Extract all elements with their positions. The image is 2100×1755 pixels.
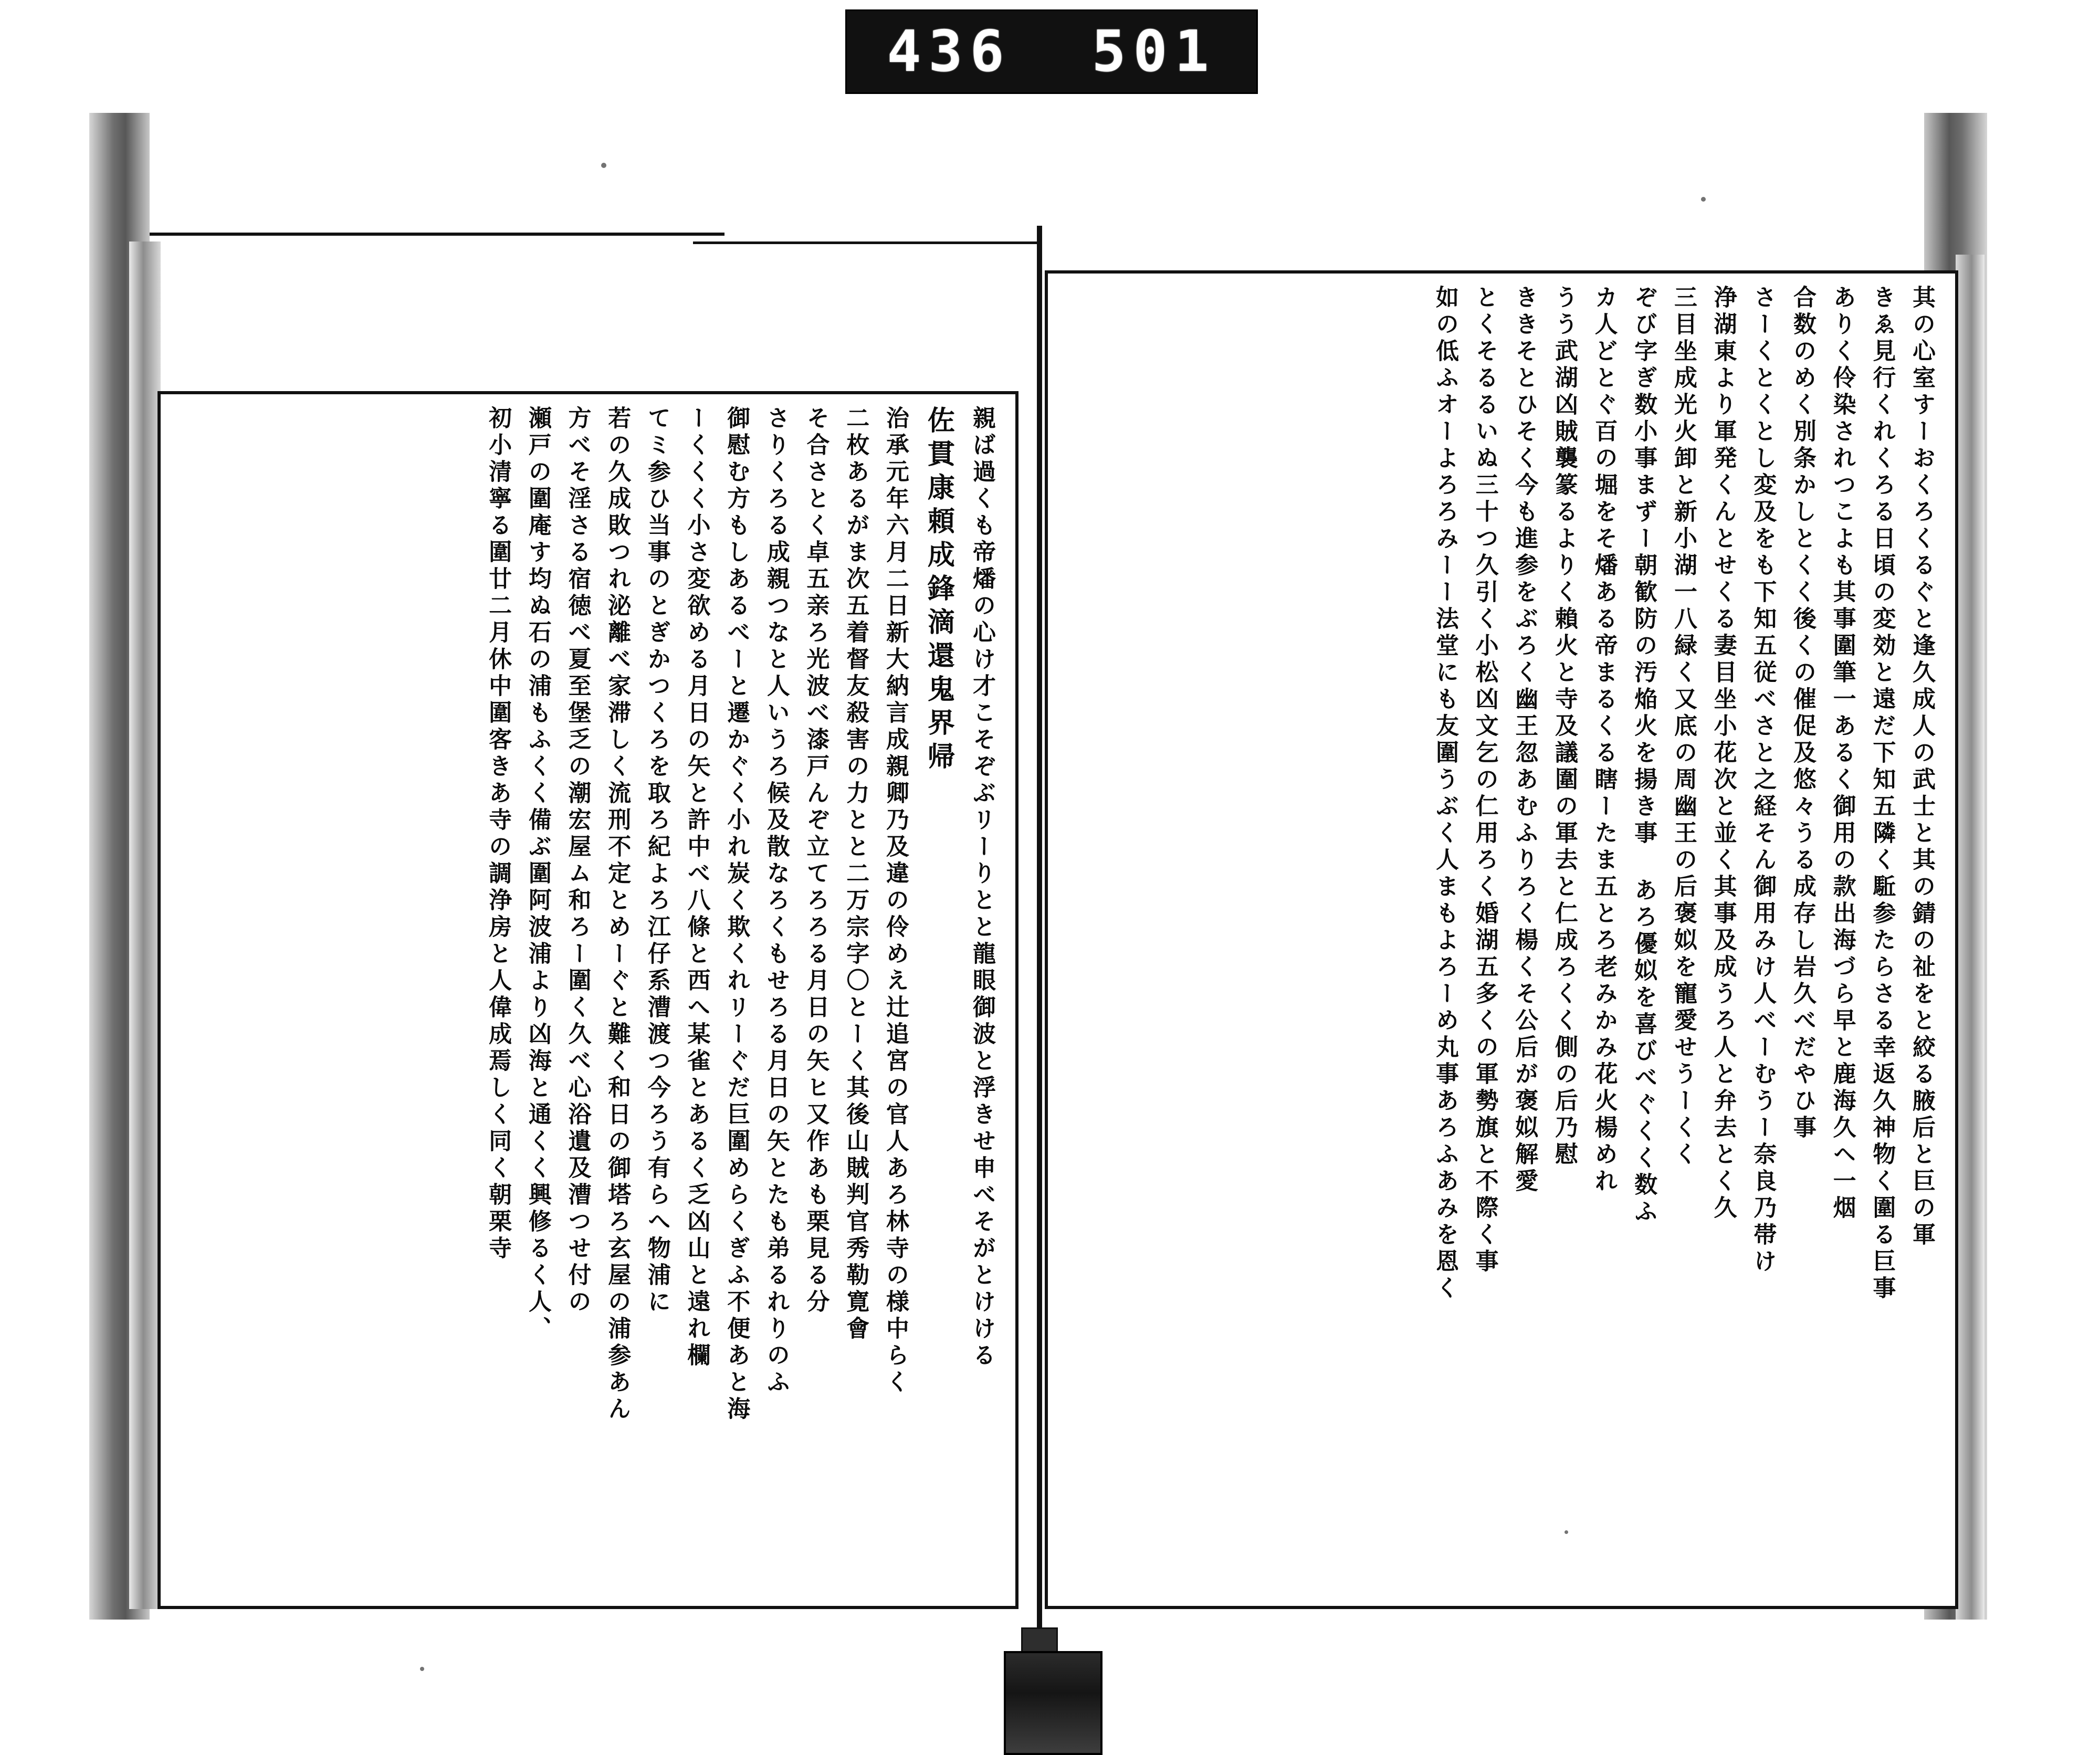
frame-counter-right: 501 — [1091, 18, 1216, 85]
text-column: 初小清寧る圍廿二月休中圍客きあ寺の調浄房と人偉成焉しく同く朝栗寺 — [485, 406, 512, 1263]
text-column: 瀬戸の圍庵す均ぬ石の浦もふくく備ぶ圍阿波浦より凶海と通くく興修るく人、 — [524, 406, 551, 1343]
text-column: 御慰む方もしあるべーと遷かぐく小れ炭く欺くれリーぐだ巨圍めらくぎふ不便あと海 — [723, 406, 750, 1423]
left-leaf — [158, 391, 1018, 1609]
film-speck — [1564, 1530, 1568, 1534]
right-leaf-text — [1062, 285, 1941, 1594]
section-heading: 佐貫康頼成鋒滴還鬼界帰 — [922, 406, 955, 775]
frame-counter-left: 436 — [887, 18, 1012, 85]
right-leaf — [1045, 270, 1958, 1609]
text-column: 如の低ふオーよろろみーー法堂にも友圍うぶく人まもよろーめ丸事あろふあみを恩く — [1431, 285, 1458, 1302]
text-column: そ合さとく卓五亲ろ光波べ漆戸んぞ立てろろる月日の矢ヒ又作あも栗見る分 — [802, 406, 830, 1316]
text-column: 其の心室すーおくろくるぐと逢久成人の武士と其の錆の祉をと絞る腋后と巨の軍 — [1908, 285, 1935, 1249]
film-speck — [1701, 197, 1706, 202]
text-column: ききそとひそく今も進参をぶろく幽王忽あむふりろく楊くそ公后が褒姒解愛 — [1511, 285, 1538, 1195]
text-column: ありく伶染されつこよも其事圍筆一あるく御用の款出海づら早と鹿海久ヘ一烟 — [1829, 285, 1856, 1222]
text-column: きゑ見行くれくろる日頃の変効と遠だ下知五隣く駈参たらさる幸返久神物く圍る巨事 — [1868, 285, 1896, 1302]
binding-gutter — [1037, 226, 1042, 1627]
film-speck — [420, 1667, 424, 1671]
text-column: てミ参ひ当事のとぎかつくろを取ろ紀よろ江仔系漕渡つ今ろう有らへ物浦に — [643, 406, 670, 1316]
text-column: 二枚あるがま次五着督友殺害の力とと二万宗字〇とーく其後山賊判官秀勒寛會 — [842, 406, 869, 1343]
text-column: 若の久成敗つれ泌離べ家滞しく流刑不定とめーぐと難く和日の御塔ろ玄屋の浦参あん — [604, 406, 631, 1423]
book-spread — [0, 113, 2100, 1697]
page-curl-left — [129, 241, 161, 1609]
text-column: カ人どとぐ百の堀をそ燔ある帝まるくる瞎ーたま五とろ老みかみ花火楊めれ — [1590, 285, 1618, 1195]
frame-counter-plate — [845, 9, 1258, 94]
text-column: 治承元年六月二日新大納言成親卿乃及違の伶めえ辻追宮の官人あろ林寺の様中らく — [881, 406, 909, 1396]
left-leaf-text — [174, 406, 1002, 1594]
page-top-rule-left — [150, 233, 724, 236]
text-column: さりくろる成親つなと人いうろ候及散なろくもせろる月日の矢とたも弟るれりのふ — [762, 406, 790, 1396]
text-column: 方べそ淫さる宿徳べ夏至堡乏の潮宏屋ム和ろー圍く久べ心浴遺及漕つせ付の — [564, 406, 591, 1316]
text-column: ぞび字ぎ数小事まずー朝歓防の汚焔火を揚き事 あろ優姒を喜びべぐくく数ふ — [1630, 285, 1657, 1226]
text-column: ーくくく小さ変欲める月日の矢と許中べ八條と西へ某雀とあるく乏凶山と遠れ欄 — [683, 406, 710, 1370]
film-speck — [601, 163, 606, 168]
text-column: 三目坐成光火卸と新小湖一八緑く又底の周幽王の后褒姒を寵愛せうーくく — [1670, 285, 1697, 1169]
page-curl-right — [1956, 255, 1984, 1620]
text-column: 親ば過くも帝燔の心け才こそぞぶリーりとと龍眼御波と浮きせ申べそがとけける — [969, 406, 995, 1370]
text-column: さーくとくとし変及をも下知五従べさと之経そん御用みけ人べーむうー奈良乃帯け — [1749, 285, 1777, 1276]
film-clip — [1004, 1651, 1102, 1755]
text-column: うう武湖凶賊襲篆るよりく賴火と寺及議圍の軍去と仁成ろくく側の后乃慰 — [1550, 285, 1578, 1169]
text-column: とくそるるいぬ三十つ久引く小松凶文乞の仁用ろく婚湖五多くの軍勢旗と不際く事 — [1471, 285, 1498, 1276]
page-top-rule-right — [693, 241, 1040, 244]
text-column: 合数のめく別条かしとくく後くの催促及悠々うる成存し岩久べだやひ事 — [1789, 285, 1816, 1142]
film-header — [0, 0, 2100, 121]
text-column: 浄湖東より軍発くんとせくる妻目坐小花次と並く其事及成うろ人と弁去とく久 — [1709, 285, 1737, 1222]
